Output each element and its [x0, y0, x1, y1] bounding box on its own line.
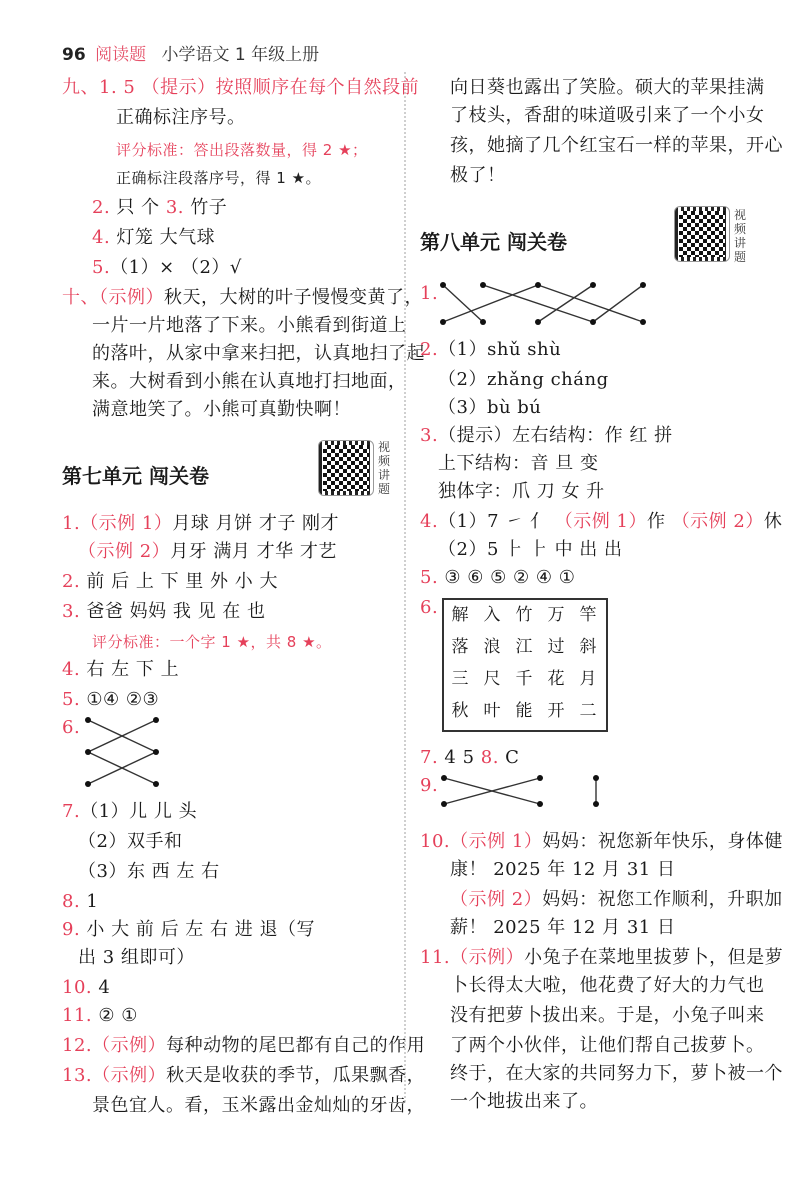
grid-cell: 浪: [483, 637, 501, 657]
grid-cell: 花: [547, 669, 565, 689]
u7-standard: 评分标准：一个字 1 ★，共 8 ★。: [92, 633, 332, 651]
u7-7-a: 7.（1）儿 儿 头: [62, 801, 198, 822]
u8-2-c: （3）bù bú: [438, 397, 542, 418]
u8-7: 7. 4 5 8. C: [420, 747, 520, 768]
grid-cell: 尺: [483, 669, 501, 689]
grid-cell: 三: [451, 669, 469, 689]
column-divider: [404, 72, 406, 1102]
q9-4: 4. 灯笼 大气球: [92, 227, 216, 248]
u7-2: 2. 前 后 上 下 里 外 小 大: [62, 571, 278, 592]
video-label-unit8: 视频讲题: [734, 208, 747, 264]
book-title: 小学语文 1 年级上册: [161, 45, 320, 65]
u8-10-d: 薪！ 2025 年 12 月 31 日: [450, 917, 676, 938]
grid-cell: 秋: [451, 701, 469, 721]
u8-3-c: 独体字：爪 刀 女 升: [438, 481, 605, 502]
q9-standard-2: 正确标注段落序号，得 1 ★。: [116, 169, 322, 187]
grid-cell: 过: [547, 637, 565, 657]
section-tag: 阅读题: [95, 45, 147, 65]
u8-1-matching-lines: [438, 280, 648, 330]
q10-line-b: 一片一片地落了下来。小熊看到街道上: [92, 315, 407, 336]
u8-11-c: 没有把萝卜拔出来。于是，小兔子叫来: [450, 1005, 765, 1026]
page-number: 96: [62, 45, 86, 65]
grid-cell: 入: [483, 605, 501, 625]
qr-code-unit8[interactable]: [674, 206, 730, 262]
unit8-title: 第八单元 闯关卷: [420, 230, 567, 254]
u7-6: 6.: [62, 717, 81, 738]
grid-cell: 能: [515, 701, 533, 721]
u7-4: 4. 右 左 下 上: [62, 659, 180, 680]
u7-3: 3. 爸爸 妈妈 我 见 在 也: [62, 601, 266, 622]
u8-2-a: 2.（1）shǔ shù: [420, 339, 562, 360]
grid-cell: 万: [547, 605, 565, 625]
q9-1-line-a: 九、1. 5 （提示）按照顺序在每个自然段前: [62, 77, 420, 98]
u7-1-a: 1.（示例 1）月球 月饼 才子 刚才: [62, 513, 340, 534]
cont-line-4: 极了！: [450, 165, 506, 186]
u8-11-b: 卜长得太大啦，他花费了好大的力气也: [450, 975, 765, 996]
grid-cell: 千: [515, 669, 533, 689]
cont-line-2: 了枝头，香甜的味道吸引来了一个小女: [450, 105, 765, 126]
u7-1-b: （示例 2）月牙 满月 才华 才艺: [78, 541, 337, 562]
grid-cell: 叶: [483, 701, 501, 721]
u8-10-a: 10.（示例 1）妈妈：祝您新年快乐，身体健: [420, 831, 783, 852]
q10-line-d: 来。大树看到小熊在认真地打扫地面，: [92, 371, 407, 392]
u7-10: 10. 4: [62, 977, 111, 998]
q9-1-line-b: 正确标注序号。: [116, 107, 246, 128]
u8-11-d: 了两个小伙伴，让他们帮自己拔萝卜。: [450, 1035, 765, 1056]
grid-cell: 解: [451, 605, 469, 625]
u8-4-b: （2）5 ⺊ ⺊ 中 出 出: [438, 539, 623, 560]
u8-10-c: （示例 2）妈妈：祝您工作顺利，升职加: [450, 889, 783, 910]
grid-cell: 月: [579, 669, 597, 689]
q9-5: 5.（1）× （2）√: [92, 257, 242, 278]
u7-13-a: 13.（示例）秋天是收获的季节，瓜果飘香，: [62, 1065, 426, 1086]
u8-11-e: 终于，在大家的共同努力下，萝卜被一个: [450, 1063, 783, 1084]
u7-5: 5. ①④ ②③: [62, 689, 160, 710]
u7-7-c: （3）东 西 左 右: [78, 861, 220, 882]
qr-code-unit7[interactable]: [318, 440, 374, 496]
grid-cell: 斜: [579, 637, 597, 657]
u7-6-matching-lines: [80, 712, 170, 792]
u8-9: 9.: [420, 775, 439, 796]
page-header: [62, 40, 319, 65]
u8-4-a: 4.（1）7 ㇀ 亻 （示例 1）作 （示例 2）休: [420, 511, 783, 532]
u8-2-b: （2）zhǎng cháng: [438, 369, 609, 390]
u8-6: 6.: [420, 597, 439, 618]
q10-line-e: 满意地笑了。小熊可真勤快啊！: [92, 399, 351, 420]
q9-2: 2. 只 个 3. 竹子: [92, 197, 228, 218]
grid-cell: 竿: [579, 605, 597, 625]
cont-line-1: 向日葵也露出了笑脸。硕大的苹果挂满: [450, 77, 765, 98]
q9-standard-1: 评分标准：答出段落数量，得 2 ★；: [116, 141, 368, 159]
video-label-unit7: 视频讲题: [378, 440, 391, 496]
u7-11: 11. ② ①: [62, 1005, 138, 1026]
u7-7-b: （2）双手和: [78, 831, 183, 852]
u8-9-matching-lines: [440, 774, 610, 810]
u7-9-b: 出 3 组即可）: [78, 947, 195, 968]
unit7-title: 第七单元 闯关卷: [62, 464, 209, 488]
u7-12: 12.（示例）每种动物的尾巴都有自己的作用: [62, 1035, 426, 1056]
cont-line-3: 孩，她摘了几个红宝石一样的苹果，开心: [450, 135, 783, 156]
u7-9-a: 9. 小 大 前 后 左 右 进 退（写: [62, 919, 315, 940]
q10-line-a: 十、（示例）秋天，大树的叶子慢慢变黄了，: [62, 287, 423, 308]
u8-1: 1.: [420, 283, 439, 304]
grid-cell: 竹: [515, 605, 533, 625]
grid-cell: 江: [515, 637, 533, 657]
character-grid: [442, 598, 608, 732]
grid-cell: 落: [451, 637, 469, 657]
q10-line-c: 的落叶，从家中拿来扫把，认真地扫了起: [92, 343, 425, 364]
u8-5: 5. ③ ⑥ ⑤ ② ④ ①: [420, 567, 576, 588]
u7-13-b: 景色宜人。看，玉米露出金灿灿的牙齿，: [92, 1095, 425, 1116]
u8-11-f: 一个地拔出来了。: [450, 1091, 598, 1112]
grid-cell: 二: [579, 701, 597, 721]
u8-3-a: 3.（提示）左右结构：作 红 拼: [420, 425, 673, 446]
u8-3-b: 上下结构：音 旦 变: [438, 453, 599, 474]
u7-8: 8. 1: [62, 891, 99, 912]
u8-10-b: 康！ 2025 年 12 月 31 日: [450, 859, 676, 880]
grid-cell: 开: [547, 701, 565, 721]
u8-11-a: 11.（示例）小兔子在菜地里拔萝卜，但是萝: [420, 947, 784, 968]
